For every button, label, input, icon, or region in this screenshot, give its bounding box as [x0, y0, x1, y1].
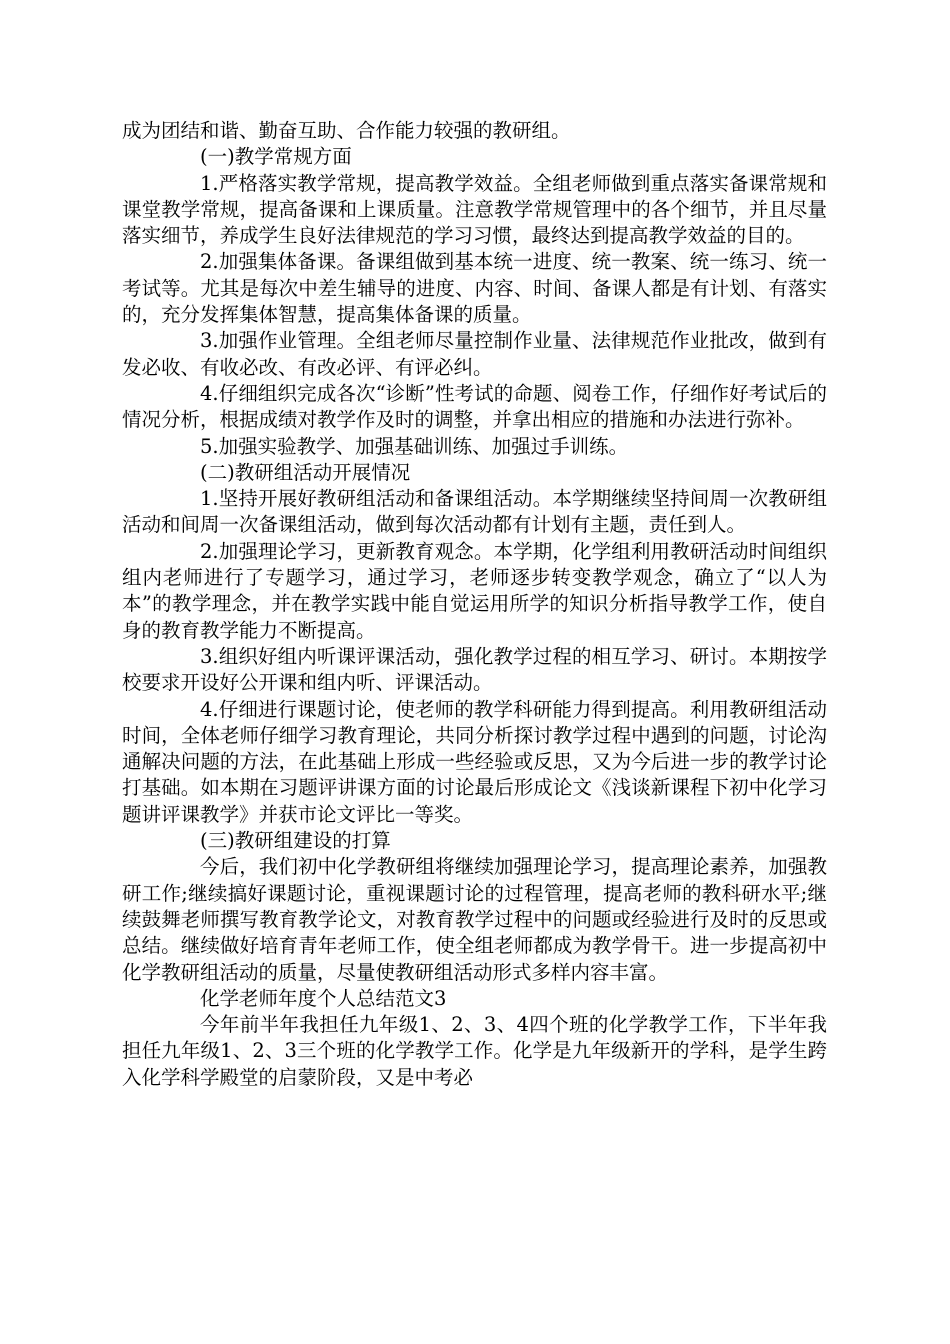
- paragraph-activity-4: 4.仔细进行课题讨论，使老师的教学科研能力得到提高。利用教研组活动时间，全体老师仔细学习教育理论，共同分析探讨教学过程中遇到的问题，讨论沟通解决问题的方法，在此基础上形成一些经验或反思，又为今后进一步的教学讨论打基础。如本期在习题评讲课方面的讨论最后形成论文《浅谈新课程下初中化学习题讲评课教学》并获市论文评比一等奖。: [122, 697, 827, 826]
- section-heading-teaching-routine: (一)教学常规方面: [200, 145, 352, 169]
- paragraph-item-5: 5.加强实验教学、加强基础训练、加强过手训练。: [200, 434, 629, 458]
- section-heading-research-activities: (二)教研组活动开展情况: [200, 460, 411, 484]
- article-title-sample-3: 化学老师年度个人总结范文3: [200, 986, 447, 1010]
- paragraph-future-plans: 今后，我们初中化学教研组将继续加强理论学习，提高理论素养，加强教研工作;继续搞好课题讨论，重视课题讨论的过程管理，提高老师的教科研水平;继续鼓舞老师撰写教育教学论文，对教育教学过程中的问题或经验进行及时的反思或总结。继续做好培育青年老师工作，使全组老师都成为教学骨干。进一步提高初中化学教研组活动的质量，尽量使教研组活动形式多样内容丰富。: [122, 855, 827, 984]
- paragraph-item-3: 3.加强作业管理。全组老师尽量控制作业量、法律规范作业批改，做到有发必收、有收必改、有改必评、有评必纠。: [122, 329, 827, 379]
- section-heading-future-plans: (三)教研组建设的打算: [200, 829, 391, 853]
- paragraph-item-2: 2.加强集体备课。备课组做到基本统一进度、统一教案、统一练习、统一考试等。尤其是每次中差生辅导的进度、内容、时间、备课人都是有计划、有落实的，充分发挥集体智慧，提高集体备课的质量。: [122, 250, 827, 327]
- paragraph-activity-1: 1.坚持开展好教研组活动和备课组活动。本学期继续坚持间周一次教研组活动和间周一次备课组活动，做到每次活动都有计划有主题，责任到人。: [122, 487, 827, 537]
- paragraph-activity-2: 2.加强理论学习，更新教育观念。本学期，化学组利用教研活动时间组织组内老师进行了专题学习，通过学习，老师逐步转变教学观念，确立了“以人为本”的教学理念，并在教学实践中能自觉运用所学的知识分析指导教学工作，使自身的教育教学能力不断提高。: [122, 539, 827, 642]
- paragraph-item-4: 4.仔细组织完成各次“诊断”性考试的命题、阅卷工作，仔细作好考试后的情况分析，根据成绩对教学作及时的调整，并拿出相应的措施和办法进行弥补。: [122, 381, 827, 432]
- paragraph-activity-3: 3.组织好组内听课评课活动，强化教学过程的相互学习、研讨。本期按学校要求开设好公开课和组内听、评课活动。: [122, 644, 827, 695]
- document-page: [122, 118, 827, 1091]
- paragraph-continuation: 成为团结和谐、勤奋互助、合作能力较强的教研组。: [122, 119, 571, 142]
- paragraph-sample-3-intro: 今年前半年我担任九年级1、2、3、4四个班的化学教学工作，下半年我担任九年级1、2、3三个班的化学教学工作。化学是九年级新开的学科，是学生跨入化学科学殿堂的启蒙阶段，又是中考必: [122, 1013, 827, 1089]
- paragraph-item-1: 1.严格落实教学常规，提高教学效益。全组老师做到重点落实备课常规和课堂教学常规，提高备课和上课质量。注意教学常规管理中的各个细节，并且尽量落实细节，养成学生良好法律规范的学习习惯，最终达到提高教学效益的目的。: [122, 171, 827, 248]
